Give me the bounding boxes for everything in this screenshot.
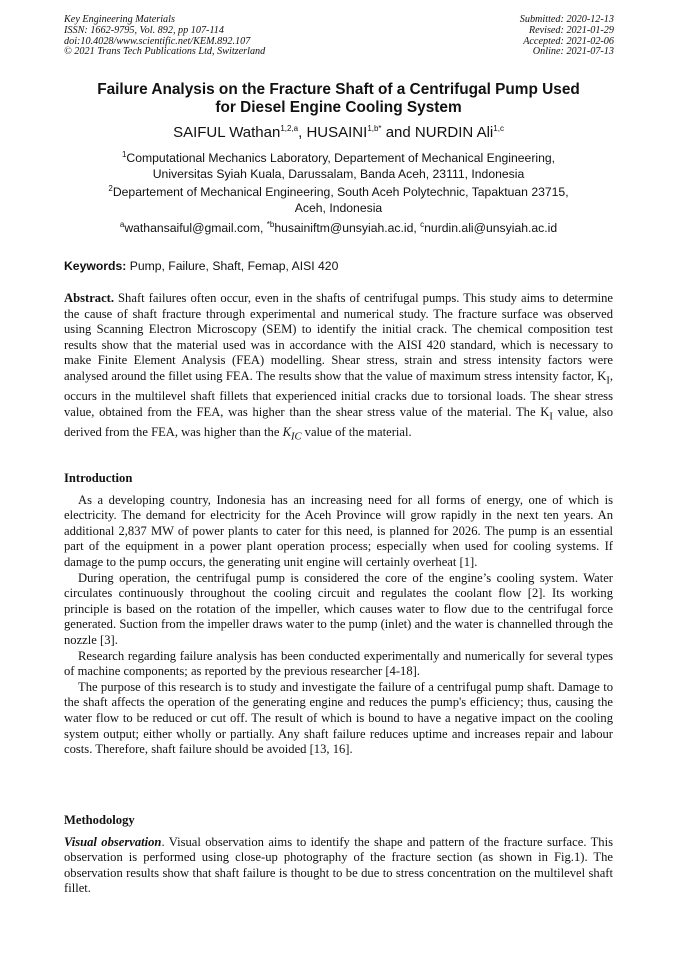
- email-sup: c: [420, 219, 425, 229]
- kic-symbol: K: [282, 424, 291, 439]
- copyright: © 2021 Trans Tech Publications Ltd, Switzerland: [64, 46, 266, 58]
- paragraph: The purpose of this research is to study and investigate the failure of a centrifugal pump shaft. Damage to the shaft affects the operation of the generating engine and reduces the pump's efficiency; thus, causing the water flow to be reduced or cut off. The result of which is bound to have a negative impact on the cooling system output; either wholly or partially. Any shaft failure reduces uptime and increases repair and labour costs. Therefore, shaft failure should be avoided [13, 16].: [64, 679, 613, 757]
- submitted-date: Submitted: 2020-12-13: [519, 14, 614, 25]
- abstract-text: Shaft failures often occur, even in the shafts of centrifugal pumps. This study aims to determine the cause of shaft fracture through experimental and numerical study. The fracture surface was observed using Scanning Electron Microscopy (SEM) to identify the initial crack. The chemical composition test results show that the material used was in accordance with the AISI 420 standard, which is necessary to make Finite Element Analysis (FEA) modelling. Shear stress, strain and stress intensity factors were analysed around the fillet using FEA. The results show that the value of maximum stress intensity factor, K: [64, 291, 613, 383]
- author-sup: 1,2,a: [280, 124, 299, 133]
- authors: [64, 124, 613, 141]
- aff-line: Computational Mechanics Laboratory, Departement of Mechanical Engineering,: [126, 151, 556, 165]
- paper-title: [64, 81, 613, 117]
- issn-volume: ISSN: 1662-9795, Vol. 892, pp 107-114: [64, 24, 224, 36]
- doi: doi:10.4028/www.scientific.net/KEM.892.107: [64, 35, 251, 47]
- paragraph: Research regarding failure analysis has been conducted experimentally and numerically for several types of machine components; as reported by the previous researcher [4-18].: [64, 648, 613, 679]
- paragraph: As a developing country, Indonesia has an increasing need for all forms of energy, one of which is electricity. The demand for electricity for the Aceh Province will grow rapidly in the next ten years. An additional 2,837 MW of power plants to cater for this need, is planned for 2026. The pump is an essential part of the equipment in a power plant operation process; especially when used for cooling systems. If damage to the pump occurs, the generating unit engine will certainly overheat [1].: [64, 492, 613, 569]
- email[interactable]: husainiftm@unsyiah.ac.id,: [274, 221, 421, 235]
- aff-line: Departement of Mechanical Engineering, South Aceh Polytechnic, Tapaktuan 23715,: [112, 185, 569, 199]
- keywords: [64, 259, 338, 273]
- paragraph: . Visual observation aims to identify the shape and pattern of the fracture surface. This observation is performed using close-up photography of the fracture section (as shown in Fig.1). The observation results show that shaft failure is thought to be due to stress concentration on the multilevel shaft fillet.: [64, 834, 613, 896]
- subscript: I: [549, 411, 553, 423]
- subscript: IC: [291, 431, 302, 443]
- affiliation-1: [64, 150, 613, 182]
- subscript: I: [606, 375, 610, 387]
- email-sup: a: [119, 219, 125, 229]
- aff-line: Aceh, Indonesia: [294, 201, 383, 215]
- author-name: SAIFUL Wathan: [173, 124, 281, 141]
- abstract-text: value, also derived from the FEA, was higher than the: [64, 404, 613, 439]
- aff-sup: 2: [108, 183, 113, 193]
- author-name: NURDIN Ali: [414, 124, 494, 141]
- email[interactable]: nurdin.ali@unsyiah.ac.id: [424, 221, 558, 235]
- journal-name: Key Engineering Materials: [64, 14, 175, 25]
- title-line: for Diesel Engine Cooling System: [215, 99, 462, 116]
- journal-info: [64, 15, 265, 58]
- abstract: [64, 291, 613, 445]
- email-sup: *b: [266, 219, 275, 229]
- accepted-date: Accepted: 2021-02-06: [523, 35, 614, 47]
- author-sup: 1,c: [493, 124, 504, 133]
- emails: [64, 220, 613, 236]
- author-sep: and: [381, 124, 415, 141]
- keywords-text: Pump, Failure, Shaft, Femap, AISI 420: [126, 259, 339, 273]
- author-name: HUSAINI: [306, 124, 368, 141]
- email[interactable]: wathansaiful@gmail.com,: [124, 221, 267, 235]
- paragraph: During operation, the centrifugal pump is considered the core of the engine’s cooling system. Water circulates continuously throughout the cooling circuit and regulates the coolant flow [2]. Its working principle is based on the rotation of the impeller, which causes water to flow due to the centrifugal force generated. Suction from the impeller draws water to the pump (inlet) and the water is channelled through the nozzle [3].: [64, 570, 613, 647]
- introduction-section: [64, 471, 613, 758]
- author-sep: ,: [298, 124, 307, 141]
- section-heading: Methodology: [64, 813, 135, 827]
- dates-info: [520, 15, 614, 58]
- author-sup: 1,b*: [367, 124, 382, 133]
- section-heading: Introduction: [64, 471, 133, 485]
- subsection-label: Visual observation: [64, 834, 162, 849]
- abstract-text: , occurs in the multilevel shaft fillets that experienced initial cracks due to torsional loads. The shear stress value, obtained from the FEA, was higher than the shear stress value of the material. The K: [64, 368, 613, 419]
- title-line: Failure Analysis on the Fracture Shaft of a Centrifugal Pump Used: [97, 81, 580, 98]
- abstract-text: value of the material.: [301, 424, 412, 439]
- revised-date: Revised: 2021-01-29: [528, 24, 614, 36]
- aff-line: Universitas Syiah Kuala, Darussalam, Banda Aceh, 23111, Indonesia: [152, 167, 525, 181]
- affiliation-2: [64, 184, 613, 216]
- online-date: Online: 2021-07-13: [532, 46, 614, 58]
- aff-sup: 1: [121, 149, 127, 159]
- keywords-label: Keywords:: [64, 259, 127, 273]
- abstract-label: Abstract.: [64, 291, 115, 305]
- methodology-section: [64, 813, 613, 897]
